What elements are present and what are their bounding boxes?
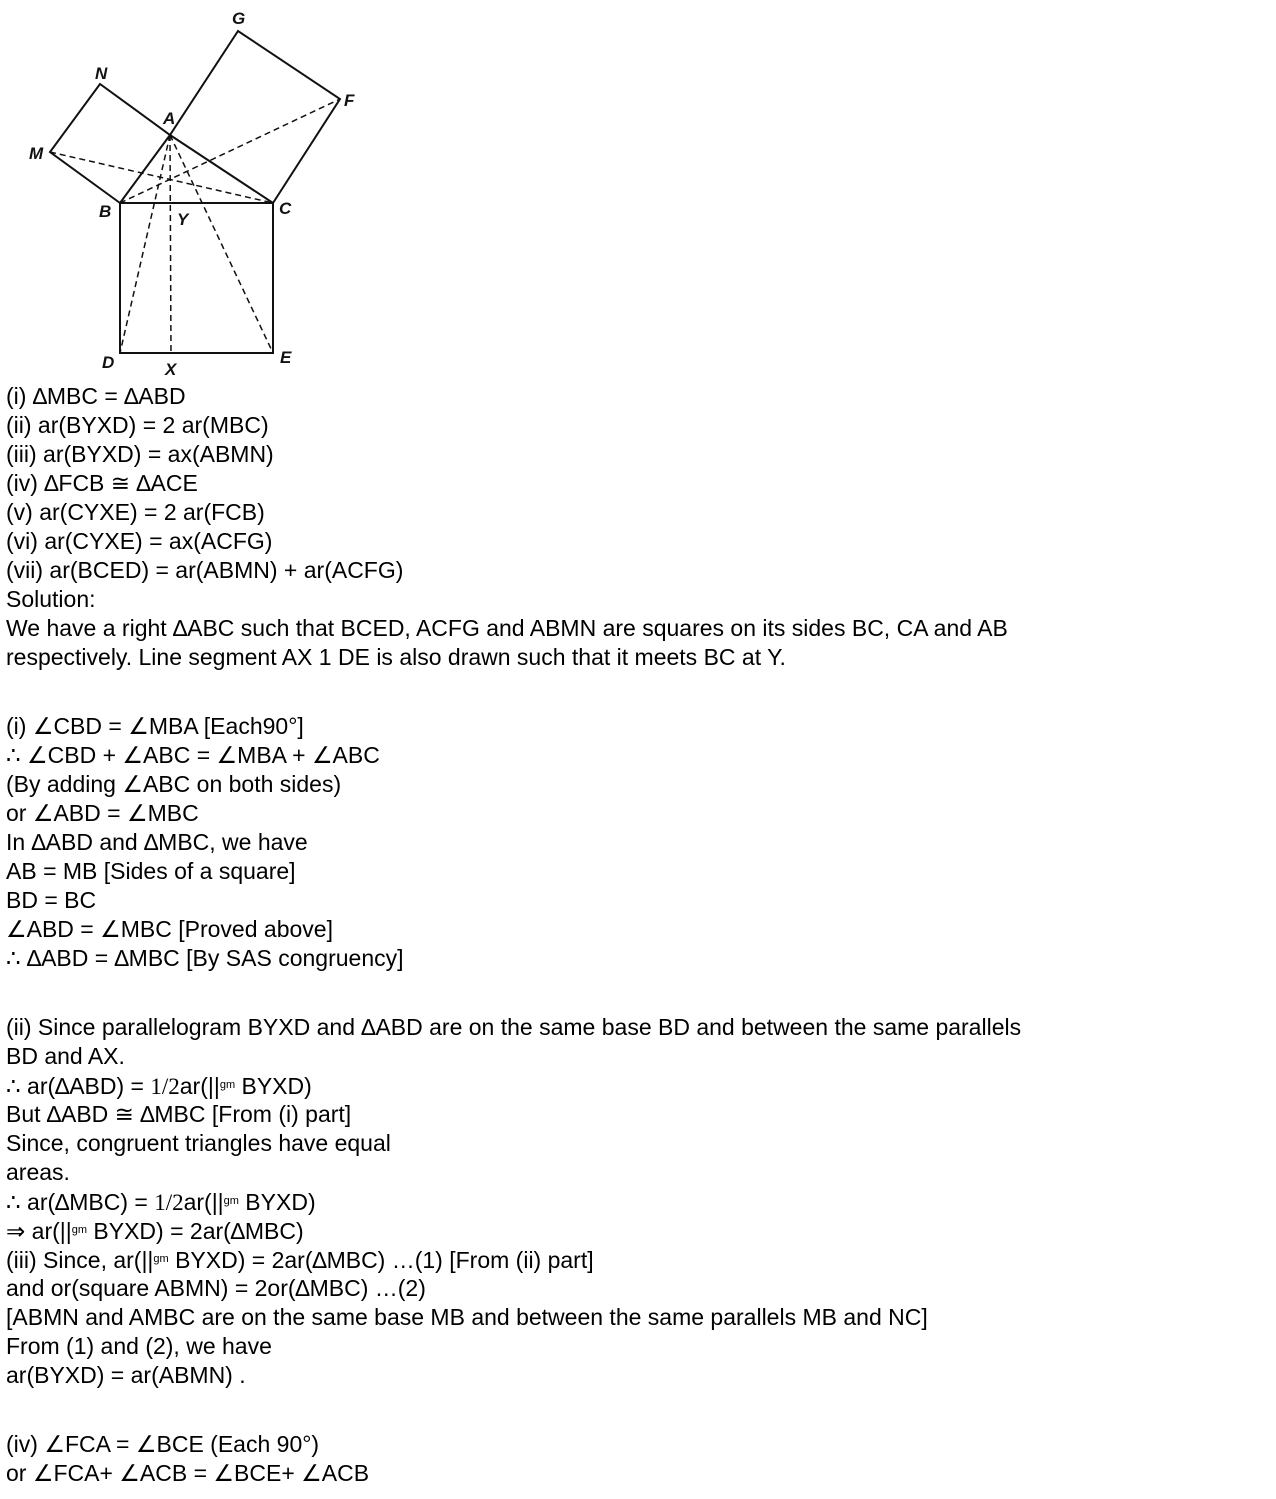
part1-line: (i) ∠CBD = ∠MBA [Each90°] <box>6 713 304 739</box>
solution-heading: Solution: <box>6 586 96 612</box>
part3-line: (iii) Since, $ar(||^{gm}$ BYXD) = 2ar(∆MBC) …(1) [From (ii) part] <box>6 1247 594 1273</box>
part1-line: AB = MB [Sides of a square] <box>6 858 296 884</box>
part4-line: (iv) ∠FCA = ∠BCE (Each 90°) <box>6 1431 320 1457</box>
part3-line: ar(BYXD) = ar(ABMN) . <box>6 1362 246 1388</box>
label-m: M <box>29 144 44 163</box>
label-f: F <box>344 91 355 110</box>
part4-line: or ∠FCA+ ∠ACB = ∠BCE+ ∠ACB <box>6 1460 370 1486</box>
question-3: (iii) ar(BYXD) = ax(ABMN) <box>6 441 274 467</box>
part2-line: ∴ $ar(\Delta ABD) = 1/2ar(||^{gm}$ BYXD) <box>6 1073 312 1099</box>
intro-line-2: respectively. Line segment AX 1 DE is also drawn such that it meets BC at Y. <box>6 644 786 670</box>
part3-line: From (1) and (2), we have <box>6 1333 272 1359</box>
label-a: A <box>163 109 176 128</box>
intro-line-1: We have a right ∆ABC such that BCED, ACFG and ABMN are squares on its sides BC, CA and AB <box>6 615 1008 641</box>
label-g: G <box>232 9 246 28</box>
solution-text <box>6 382 1266 1488</box>
label-n: N <box>95 64 108 83</box>
part2-line: But ∆ABD ≅ ∆MBC [From (i) part] <box>6 1101 352 1127</box>
question-6: (vi) ar(CYXE) = ax(ACFG) <box>6 528 273 554</box>
part2-line: (ii) Since parallelogram BYXD and ∆ABD are on the same base BD and between the same parallels <box>6 1014 1022 1040</box>
part3-line: and or(square ABMN) = 2or(∆MBC) …(2) <box>6 1275 426 1301</box>
part1-line: (By adding ∠ABC on both sides) <box>6 771 342 797</box>
label-c: C <box>279 199 292 218</box>
part1-line: ∴ ∠CBD + ∠ABC = ∠MBA + ∠ABC <box>6 742 380 768</box>
label-d: D <box>102 353 115 372</box>
part1-line: BD = BC <box>6 887 97 913</box>
question-5: (v) ar(CYXE) = 2 ar(FCB) <box>6 499 265 525</box>
question-4: (iv) ∆FCB ≅ ∆ACE <box>6 470 198 496</box>
question-7: (vii) ar(BCED) = ar(ABMN) + ar(ACFG) <box>6 557 404 583</box>
square-acfg <box>120 31 340 203</box>
part1-line: In ∆ABD and ∆MBC, we have <box>6 829 308 855</box>
part2-line: ⇒ $ar(||^{gm}$ BYXD) = 2ar(∆MBC) <box>6 1218 304 1244</box>
part1-line: or ∠ABD = ∠MBC <box>6 800 199 826</box>
part3-line: [ABMN and AMBC are on the same base MB and between the same parallels MB and NC] <box>6 1304 928 1330</box>
question-2: (ii) ar(BYXD) = 2 ar(MBC) <box>6 412 269 438</box>
question-1: (i) ∆MBC = ∆ABD <box>6 383 186 409</box>
part2-line: ∴ $ar(\Delta MBC) = 1/2ar(||^{gm}$ BYXD) <box>6 1189 316 1215</box>
part2-line: areas. <box>6 1159 70 1185</box>
part1-line: ∴ ∆ABD = ∆MBC [By SAS congruency] <box>6 945 404 971</box>
geometry-figure <box>0 0 400 380</box>
label-e: E <box>280 348 292 367</box>
label-y: Y <box>177 210 189 229</box>
part2-line: Since, congruent triangles have equal <box>6 1130 391 1156</box>
label-b: B <box>99 202 112 221</box>
label-x: X <box>165 360 177 379</box>
dashed-lines <box>50 99 340 355</box>
square-abmn <box>50 84 273 203</box>
part2-line: BD and AX. <box>6 1043 125 1069</box>
square-bced <box>120 203 273 353</box>
solid-lines <box>50 31 340 353</box>
part1-line: ∠ABD = ∠MBC [Proved above] <box>6 916 333 942</box>
